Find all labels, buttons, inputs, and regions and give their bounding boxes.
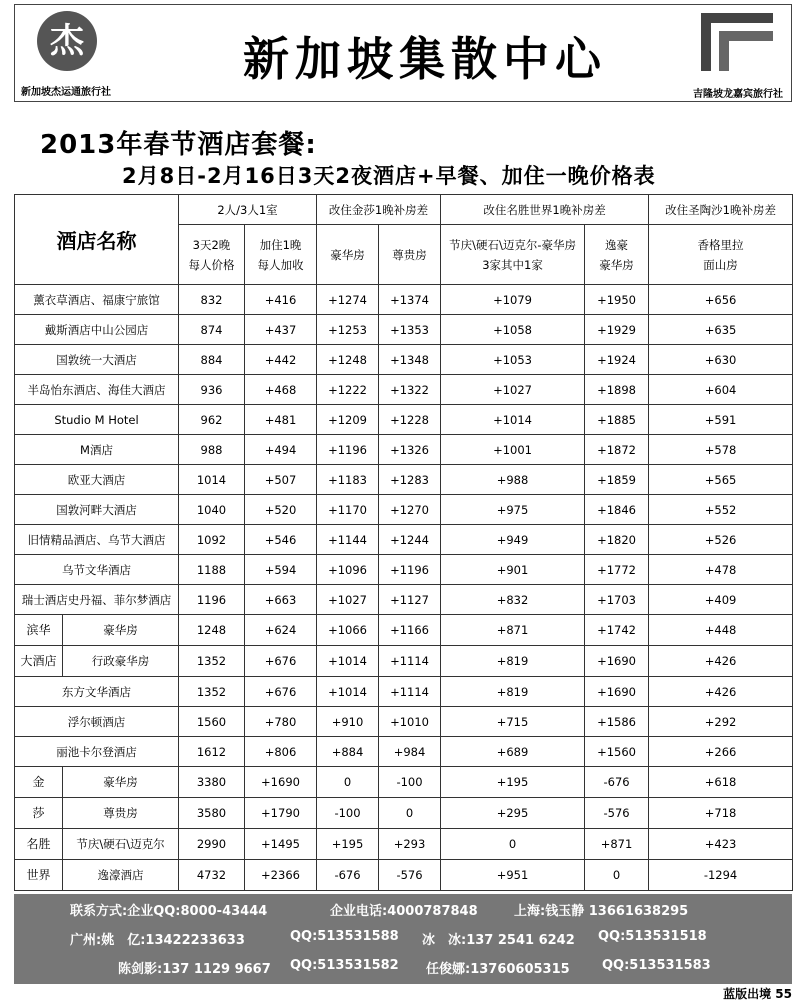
- room-type: 豪华房: [63, 767, 179, 798]
- price-cell: 1248: [179, 615, 245, 646]
- price-cell: +1222: [317, 375, 379, 405]
- price-cell: +195: [317, 829, 379, 860]
- table-row: [15, 435, 793, 465]
- footer-shanghai-contact: 上海:钱玉静 13661638295: [514, 904, 689, 919]
- footer-company-phone: 企业电话:4000787848: [330, 904, 478, 919]
- price-cell: +494: [245, 435, 317, 465]
- table-row: [15, 555, 793, 585]
- price-cell: -576: [379, 860, 441, 891]
- price-cell: +819: [441, 646, 585, 677]
- col-shangrila-line2: 面山房: [703, 257, 738, 272]
- price-cell: +481: [245, 405, 317, 435]
- price-cell: +715: [441, 707, 585, 737]
- group-label: 金: [15, 767, 63, 798]
- price-cell: 884: [179, 345, 245, 375]
- table-row: [15, 525, 793, 555]
- price-cell: +437: [245, 315, 317, 345]
- main-title: 新加坡集散中心: [243, 32, 607, 86]
- price-cell: +624: [245, 615, 317, 646]
- table-row: [15, 767, 793, 798]
- price-cell: +1027: [441, 375, 585, 405]
- package-title: 2013年春节酒店套餐:: [40, 130, 317, 160]
- price-cell: +1374: [379, 285, 441, 315]
- price-cell: +1742: [585, 615, 649, 646]
- group-sentosa-header: 改住圣陶沙1晚补房差: [649, 195, 793, 225]
- agency-logo-right: [699, 11, 777, 73]
- price-cell: 1014: [179, 465, 245, 495]
- col-rw-deluxe-header: [441, 225, 585, 285]
- group-label: 莎: [15, 798, 63, 829]
- price-cell: 1092: [179, 525, 245, 555]
- col-sands-premier-header: 尊贵房: [379, 225, 441, 285]
- price-cell: +426: [649, 677, 793, 707]
- table-row: [15, 798, 793, 829]
- price-cell: 1352: [179, 646, 245, 677]
- price-cell: +1066: [317, 615, 379, 646]
- price-cell: +1114: [379, 677, 441, 707]
- price-cell: +1859: [585, 465, 649, 495]
- price-cell: +591: [649, 405, 793, 435]
- price-cell: +1929: [585, 315, 649, 345]
- price-cell: +1183: [317, 465, 379, 495]
- table-row: [15, 585, 793, 615]
- col-rw-yihao-line1: 逸豪: [605, 237, 629, 252]
- footer-qq-4: QQ:513531583: [602, 958, 711, 973]
- price-cell: 1352: [179, 677, 245, 707]
- col-rw-yihao-header: [585, 225, 649, 285]
- price-cell: +552: [649, 495, 793, 525]
- hotel-name: 瑞士酒店史丹福、菲尔梦酒店: [15, 585, 179, 615]
- room-type: 行政豪华房: [63, 646, 179, 677]
- hotel-name: 国敦河畔大酒店: [15, 495, 179, 525]
- price-cell: +663: [245, 585, 317, 615]
- price-cell: +426: [649, 646, 793, 677]
- table-row: [15, 737, 793, 767]
- table-row: [15, 405, 793, 435]
- price-cell: 1188: [179, 555, 245, 585]
- price-cell: +884: [317, 737, 379, 767]
- price-cell: +988: [441, 465, 585, 495]
- price-cell: 874: [179, 315, 245, 345]
- price-cell: +1353: [379, 315, 441, 345]
- price-cell: +949: [441, 525, 585, 555]
- agency-logo-left: 杰: [37, 11, 97, 71]
- header: [14, 4, 792, 102]
- price-cell: +1872: [585, 435, 649, 465]
- price-cell: 0: [379, 798, 441, 829]
- price-cell: 4732: [179, 860, 245, 891]
- price-cell: +1196: [379, 555, 441, 585]
- price-cell: -100: [317, 798, 379, 829]
- group-label: 滨华: [15, 615, 63, 646]
- price-cell: +478: [649, 555, 793, 585]
- footer-contact-3: 陈剑影:137 1129 9667: [118, 962, 271, 977]
- price-cell: +689: [441, 737, 585, 767]
- table-row: [15, 677, 793, 707]
- col-price-header-line1: 3天2晚: [192, 237, 231, 252]
- price-cell: +292: [649, 707, 793, 737]
- price-cell: 936: [179, 375, 245, 405]
- price-cell: 988: [179, 435, 245, 465]
- price-cell: +1058: [441, 315, 585, 345]
- price-cell: +1322: [379, 375, 441, 405]
- price-cell: +871: [585, 829, 649, 860]
- col-rw-deluxe-line1: 节庆\硬石\迈克尔-豪华房: [449, 237, 576, 252]
- col-rw-deluxe-line2: 3家其中1家: [482, 257, 543, 272]
- col-shangrila-line1: 香格里拉: [697, 237, 744, 252]
- price-cell: +1326: [379, 435, 441, 465]
- price-cell: +1244: [379, 525, 441, 555]
- price-cell: +635: [649, 315, 793, 345]
- table-row: [15, 375, 793, 405]
- price-cell: +630: [649, 345, 793, 375]
- room-type: 尊贵房: [63, 798, 179, 829]
- price-cell: 2990: [179, 829, 245, 860]
- price-cell: +910: [317, 707, 379, 737]
- price-cell: +1586: [585, 707, 649, 737]
- group-sands-header: 改住金莎1晚补房差: [317, 195, 441, 225]
- table-row: [15, 495, 793, 525]
- price-cell: +1001: [441, 435, 585, 465]
- hotel-name-header: 酒店名称: [15, 195, 179, 285]
- price-cell: +468: [245, 375, 317, 405]
- price-cell: +984: [379, 737, 441, 767]
- hotel-name: 国敦统一大酒店: [15, 345, 179, 375]
- table-row: [15, 646, 793, 677]
- price-cell: 1196: [179, 585, 245, 615]
- price-cell: -676: [585, 767, 649, 798]
- hotel-name: Studio M Hotel: [15, 405, 179, 435]
- price-cell: 832: [179, 285, 245, 315]
- room-type: 节庆\硬石\迈克尔: [63, 829, 179, 860]
- price-cell: +1772: [585, 555, 649, 585]
- footer-qq-3: QQ:513531582: [290, 958, 399, 973]
- price-cell: +1703: [585, 585, 649, 615]
- price-cell: 1560: [179, 707, 245, 737]
- price-cell: +1096: [317, 555, 379, 585]
- col-extra-night-header: [245, 225, 317, 285]
- col-shangrila-header: [649, 225, 793, 285]
- price-cell: +1166: [379, 615, 441, 646]
- price-cell: +1690: [585, 646, 649, 677]
- table-row: [15, 315, 793, 345]
- price-cell: 1040: [179, 495, 245, 525]
- hotel-name: 半岛怡东酒店、海佳大酒店: [15, 375, 179, 405]
- price-cell: +819: [441, 677, 585, 707]
- price-cell: +975: [441, 495, 585, 525]
- price-cell: 0: [441, 829, 585, 860]
- price-cell: -676: [317, 860, 379, 891]
- hotel-name: 东方文华酒店: [15, 677, 179, 707]
- price-cell: +565: [649, 465, 793, 495]
- price-cell: +423: [649, 829, 793, 860]
- col-extra-night-line1: 加住1晚: [259, 237, 302, 252]
- price-cell: +266: [649, 737, 793, 767]
- group-label: 世界: [15, 860, 63, 891]
- footer-guangzhou-contact-2: 冰 冰:137 2541 6242: [422, 933, 575, 948]
- price-cell: +448: [649, 615, 793, 646]
- package-subtitle: 2月8日-2月16日3天2夜酒店+早餐、加住一晚价格表: [122, 164, 656, 188]
- hotel-name: 旧情精品酒店、乌节大酒店: [15, 525, 179, 555]
- price-cell: +1690: [245, 767, 317, 798]
- price-cell: +195: [441, 767, 585, 798]
- footer-company-qq: 联系方式:企业QQ:8000-43444: [70, 904, 268, 919]
- group-label: 名胜: [15, 829, 63, 860]
- agency-name-right: 吉隆坡龙嘉宾旅行社: [693, 89, 783, 100]
- price-cell: +604: [649, 375, 793, 405]
- hotel-name: 薰衣草酒店、福康宁旅馆: [15, 285, 179, 315]
- table-row: [15, 345, 793, 375]
- footer-guangzhou-qq-2: QQ:513531518: [598, 929, 707, 944]
- price-cell: -576: [585, 798, 649, 829]
- price-cell: +293: [379, 829, 441, 860]
- price-cell: +1898: [585, 375, 649, 405]
- price-cell: +1283: [379, 465, 441, 495]
- price-cell: +1274: [317, 285, 379, 315]
- price-cell: 3580: [179, 798, 245, 829]
- price-cell: +1114: [379, 646, 441, 677]
- contact-footer: [14, 894, 792, 984]
- price-cell: -100: [379, 767, 441, 798]
- price-cell: 0: [585, 860, 649, 891]
- price-cell: +416: [245, 285, 317, 315]
- price-cell: -1294: [649, 860, 793, 891]
- group-label: 大酒店: [15, 646, 63, 677]
- footer-contact-4: 任俊娜:13760605315: [426, 962, 570, 977]
- price-cell: 1612: [179, 737, 245, 767]
- price-cell: +295: [441, 798, 585, 829]
- price-cell: +1027: [317, 585, 379, 615]
- hotel-name: M酒店: [15, 435, 179, 465]
- price-cell: +1690: [585, 677, 649, 707]
- table-row: [15, 860, 793, 891]
- col-sands-deluxe-header: 豪华房: [317, 225, 379, 285]
- price-cell: +1348: [379, 345, 441, 375]
- price-cell: +507: [245, 465, 317, 495]
- price-cell: +1885: [585, 405, 649, 435]
- col-price-header: [179, 225, 245, 285]
- hotel-name: 丽池卡尔登酒店: [15, 737, 179, 767]
- table-row: [15, 465, 793, 495]
- price-cell: +1560: [585, 737, 649, 767]
- col-extra-night-line2: 每人加收: [257, 257, 304, 272]
- price-cell: +1144: [317, 525, 379, 555]
- hotel-name: 浮尔顿酒店: [15, 707, 179, 737]
- table-row: [15, 285, 793, 315]
- price-cell: +676: [245, 677, 317, 707]
- price-cell: +1209: [317, 405, 379, 435]
- hotel-name: 戴斯酒店中山公园店: [15, 315, 179, 345]
- price-cell: +1495: [245, 829, 317, 860]
- footer-guangzhou-contact-1: 广州:姚 亿:13422233633: [70, 933, 245, 948]
- hotel-name: 乌节文华酒店: [15, 555, 179, 585]
- price-cell: +1053: [441, 345, 585, 375]
- price-cell: 962: [179, 405, 245, 435]
- price-cell: +1790: [245, 798, 317, 829]
- price-cell: 0: [317, 767, 379, 798]
- price-cell: +1924: [585, 345, 649, 375]
- price-cell: +1014: [441, 405, 585, 435]
- price-cell: +578: [649, 435, 793, 465]
- room-type: 豪华房: [63, 615, 179, 646]
- price-cell: +1248: [317, 345, 379, 375]
- agency-name-left: 新加坡杰运通旅行社: [21, 87, 111, 98]
- price-cell: +780: [245, 707, 317, 737]
- price-cell: +1846: [585, 495, 649, 525]
- price-cell: +1950: [585, 285, 649, 315]
- price-cell: +1127: [379, 585, 441, 615]
- price-cell: +409: [649, 585, 793, 615]
- price-cell: +1228: [379, 405, 441, 435]
- room-type: 逸濠酒店: [63, 860, 179, 891]
- price-cell: +1820: [585, 525, 649, 555]
- price-cell: +1170: [317, 495, 379, 525]
- price-cell: +526: [649, 525, 793, 555]
- table-row: [15, 615, 793, 646]
- price-cell: +2366: [245, 860, 317, 891]
- group-base-header: 2人/3人1室: [179, 195, 317, 225]
- price-cell: +1253: [317, 315, 379, 345]
- table-row: [15, 829, 793, 860]
- col-rw-yihao-line2: 豪华房: [599, 257, 634, 272]
- price-table: [14, 194, 793, 891]
- page-number: 蓝版出境 55: [723, 987, 792, 1000]
- price-cell: +520: [245, 495, 317, 525]
- price-cell: +676: [245, 646, 317, 677]
- price-cell: +1196: [317, 435, 379, 465]
- price-cell: 3380: [179, 767, 245, 798]
- price-cell: +1270: [379, 495, 441, 525]
- col-price-header-line2: 每人价格: [188, 257, 235, 272]
- hotel-name: 欧亚大酒店: [15, 465, 179, 495]
- price-cell: +546: [245, 525, 317, 555]
- price-cell: +1010: [379, 707, 441, 737]
- price-cell: +594: [245, 555, 317, 585]
- price-cell: +1014: [317, 646, 379, 677]
- price-cell: +832: [441, 585, 585, 615]
- price-cell: +901: [441, 555, 585, 585]
- price-cell: +442: [245, 345, 317, 375]
- price-cell: +806: [245, 737, 317, 767]
- price-cell: +951: [441, 860, 585, 891]
- price-cell: +1079: [441, 285, 585, 315]
- price-cell: +718: [649, 798, 793, 829]
- price-cell: +871: [441, 615, 585, 646]
- group-rw-header: 改住名胜世界1晚补房差: [441, 195, 649, 225]
- table-row: [15, 707, 793, 737]
- price-cell: +1014: [317, 677, 379, 707]
- footer-guangzhou-qq-1: QQ:513531588: [290, 929, 399, 944]
- price-cell: +618: [649, 767, 793, 798]
- price-cell: +656: [649, 285, 793, 315]
